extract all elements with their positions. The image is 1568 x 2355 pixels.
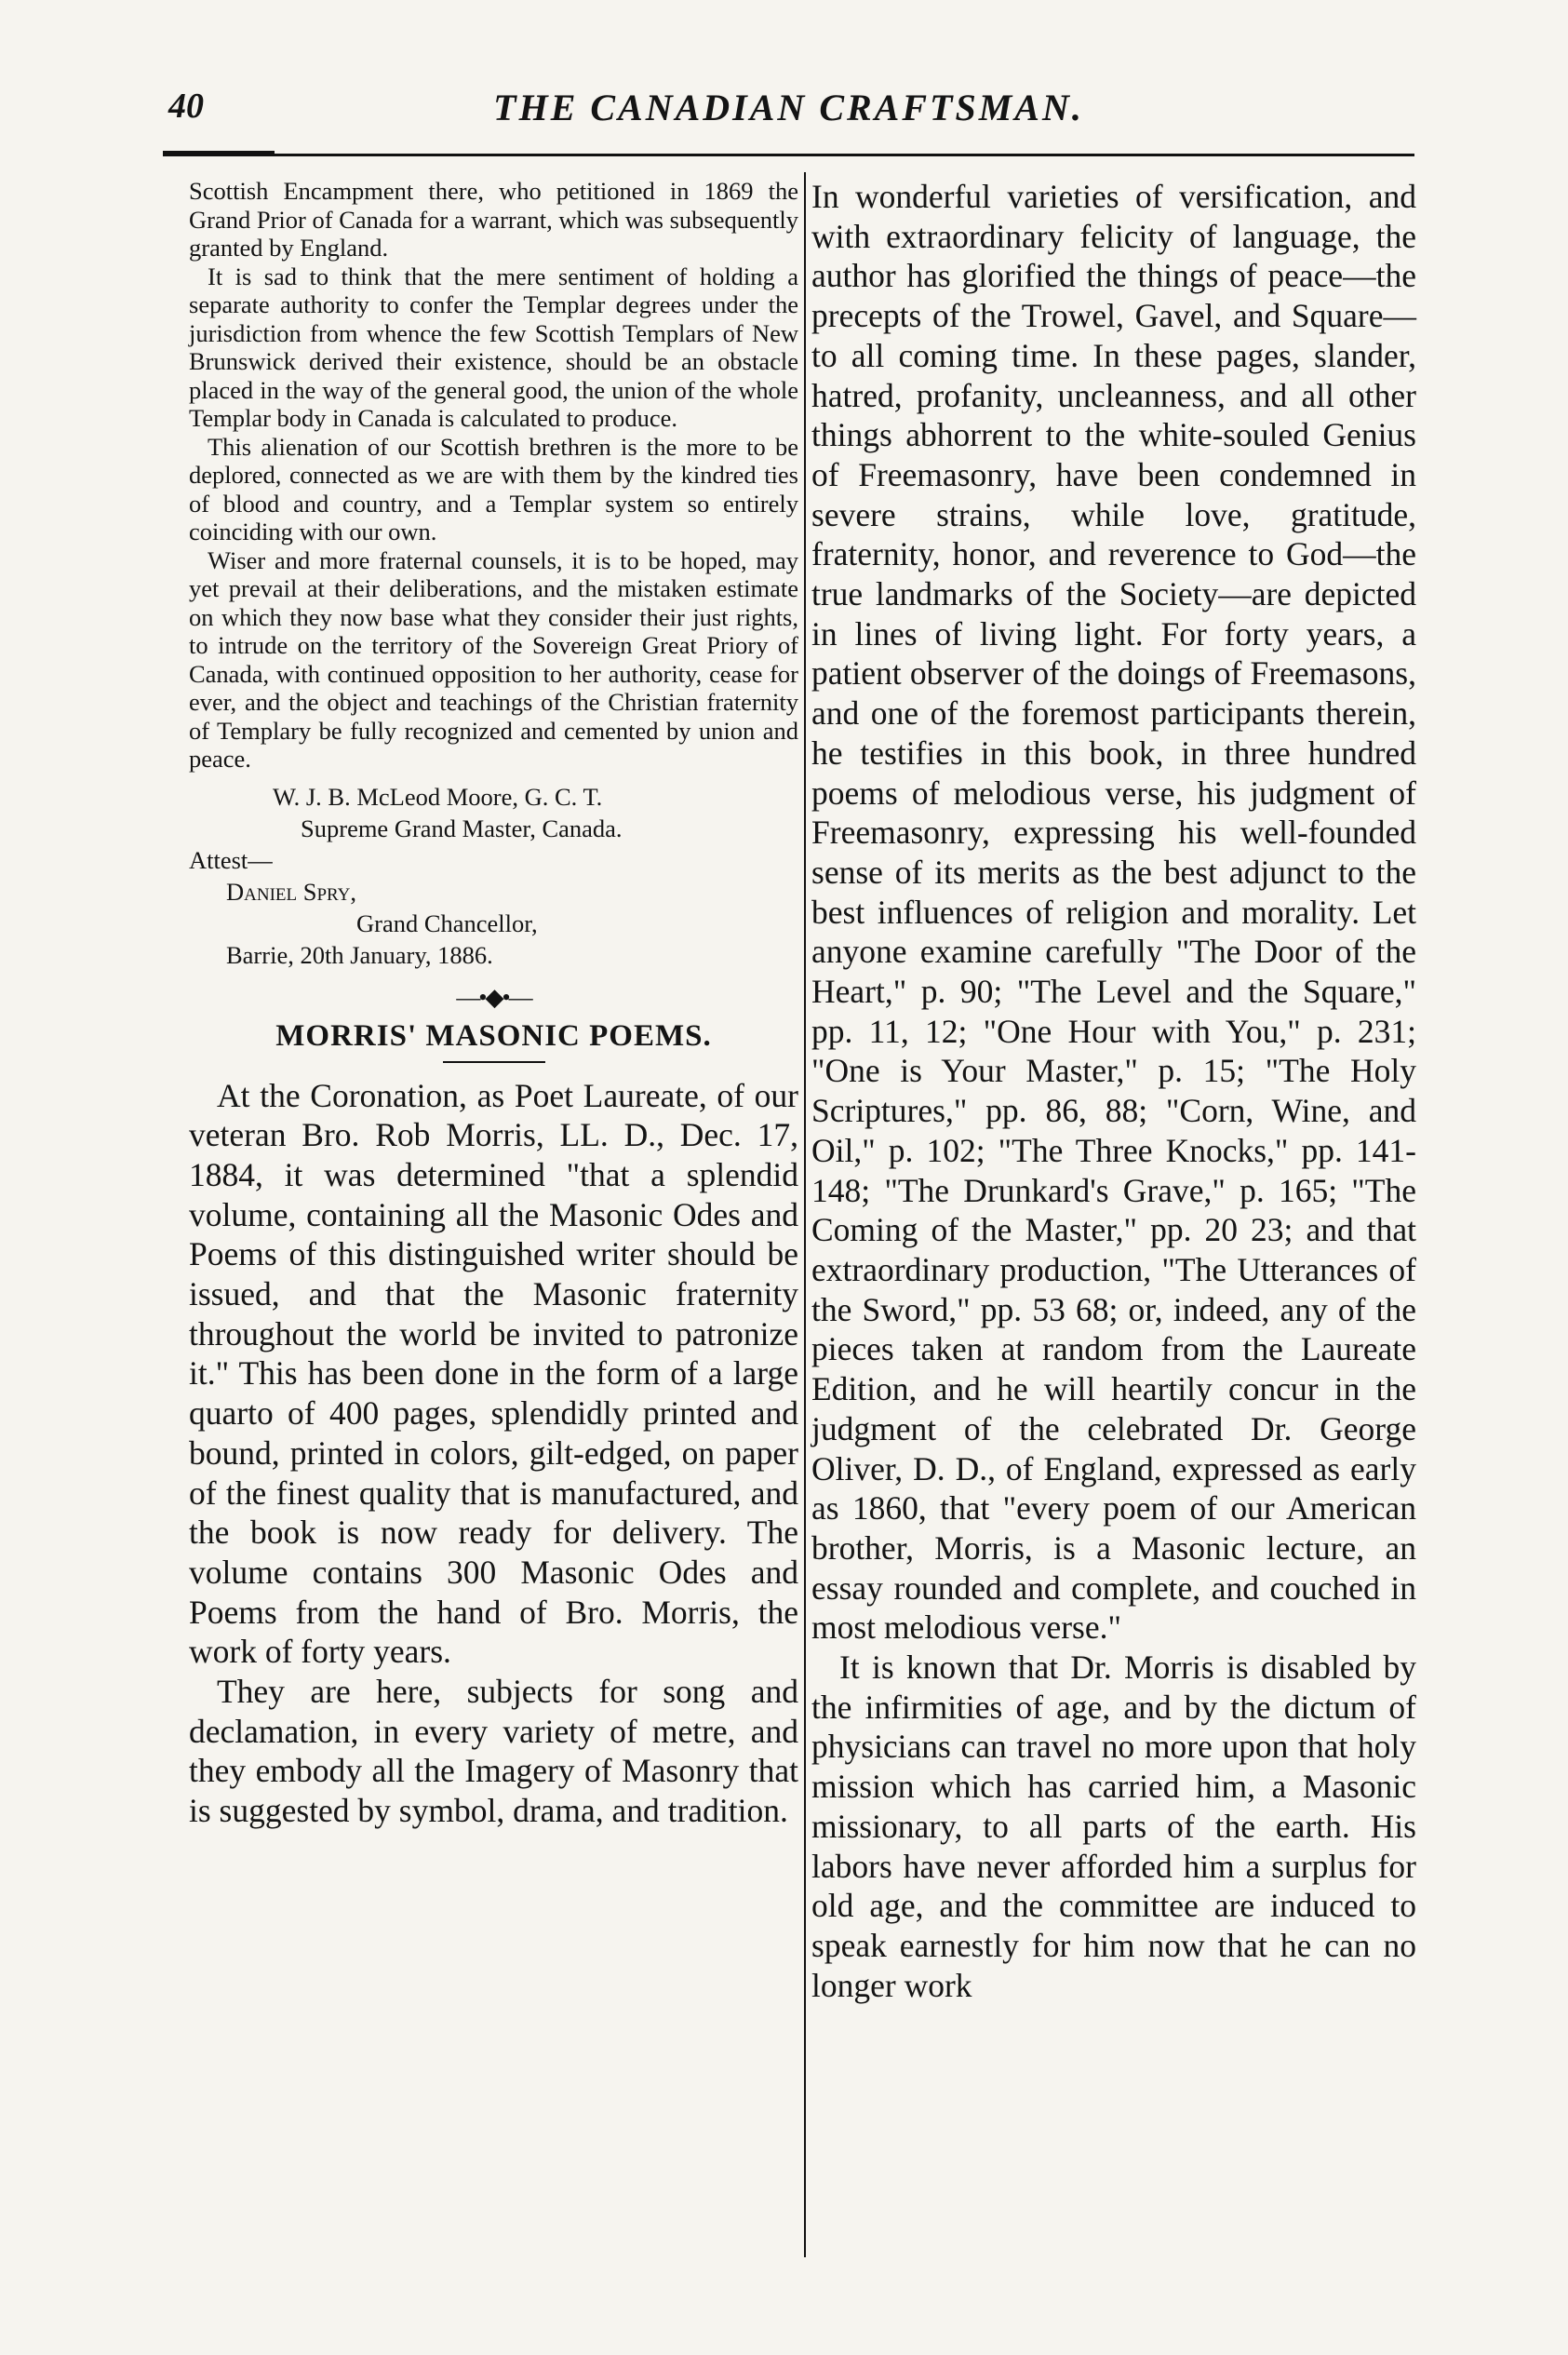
place-date: Barrie, 20th January, 1886. bbox=[226, 940, 493, 969]
column-divider bbox=[804, 172, 806, 2257]
left-column bbox=[189, 177, 798, 1831]
paragraph: In wonderful varieties of versification, and with extraordinary felicity of language, the author has glorified the things of peace—the precepts of the Trowel, Gavel, and Square—to all coming time. In these pages, slander, hatred, profanity, uncleanness, and all other things abhorrent to the white-souled Genius of Freemasonry, have been condemned in severe strains, while love, gratitude, fraternity, honor, and reverence to God—the true landmarks of the Society—are depicted in lines of living light. For forty years, a patient observer of the doings of Freemasons, and one of the foremost participants therein, he testifies in this book, in three hundred poems of melodious verse, his judgment of Freemasonry, expressing his well-founded sense of its merits as the best adjunct to the best influences of religion and morality. Let anyone examine carefully "The Door of the Heart," p. 90; "The Level and the Square," pp. 11, 12; "One Hour with You," p. 231; "One is Your Master," p. 15; "The Holy Scriptures," pp. 86, 88; "Corn, Wine, and Oil," p. 102; "The Three Knocks," pp. 141-148; "The Drunkard's Grave," p. 165; "The Coming of the Master," pp. 20 23; and that extraordinary production, "The Utterances of the Sword," pp. 53 68; or, indeed, any of the pieces taken at random from the Laureate Edition, and he will heartily concur in the judgment of the celebrated Dr. George Oliver, D. D., of England, expressed as early as 1860, that "every poem of our American brother, Morris, is a Masonic lecture, an essay rounded and complete, and couched in most melodious verse." bbox=[811, 178, 1416, 1647]
title-rule bbox=[443, 1061, 545, 1063]
signatory-name: W. J. B. McLeod Moore, G. C. T. bbox=[273, 782, 603, 811]
paragraph: They are here, subjects for song and declamation, in every variety of metre, and they embody all the Imagery of Masonry that is suggested by symbol, drama, and tradition. bbox=[189, 1673, 798, 1830]
templar-address bbox=[189, 177, 798, 774]
paragraph: Wiser and more fraternal counsels, it is to be hoped, may yet prevail at their deliberations, and the mistaken estimate on which they now base what they consider their just rights, to intrude on the territory of the Sovereign Great Priory of Canada, with continued opposition to her authority, cease for ever, and the object and teachings of the Christian fraternity of Templary be fully recognized and cemented by union and peace. bbox=[189, 545, 798, 773]
attest-label: Attest— bbox=[189, 845, 273, 874]
page-header bbox=[163, 80, 1414, 145]
attester-title: Grand Chancellor, bbox=[356, 908, 538, 937]
right-column bbox=[811, 177, 1416, 2005]
paragraph: Scottish Encampment there, who petitioned in 1869 the Grand Prior of Canada for a warrant, which was subsequently granted by England. bbox=[189, 177, 798, 262]
paragraph: It is sad to think that the mere sentiment of holding a separate authority to confer the Templar degrees under the jurisdiction from whence the few Scottish Templars of New Brunswick derived their existence, should be an obstacle placed in the way of the general good, the union of the whole Templar body in Canada is calculated to produce. bbox=[189, 262, 798, 432]
signature-block bbox=[189, 781, 798, 971]
signatory-title: Supreme Grand Master, Canada. bbox=[301, 814, 623, 842]
article-body-left bbox=[189, 1076, 798, 1831]
ornament-divider: —•◆•— bbox=[456, 983, 531, 1011]
header-rule bbox=[163, 154, 1414, 156]
running-head: THE CANADIAN CRAFTSMAN. bbox=[493, 87, 1084, 128]
article-title: MORRIS' MASONIC POEMS. bbox=[275, 1018, 712, 1053]
paragraph: This alienation of our Scottish brethren is the more to be deplored, connected as we are with them by the kindred ties of blood and country, and a Templar system so entirely coinciding with our own. bbox=[189, 432, 798, 545]
paragraph: At the Coronation, as Poet Laureate, of our veteran Bro. Rob Morris, LL. D., Dec. 17, 1884, it was determined "that a splendid volume, containing all the Masonic Odes and Poems of this distinguished writer should be issued, and that the Masonic fraternity throughout the world be invited to patronize it." This has been done in the form of a large quarto of 400 pages, splendidly printed and bound, printed in colors, gilt-edged, on paper of the finest quality that is manufactured, and the book is now ready for delivery. The volume contains 300 Masonic Odes and Poems from the hand of Bro. Morris, the work of forty years. bbox=[189, 1076, 798, 1671]
paragraph: It is known that Dr. Morris is disabled by the infirmities of age, and by the dictum of physicians can travel no more upon that holy mission which has carried him, a Masonic missionary, to all parts of the earth. His labors have never afforded him a surplus for old age, and the committee are induced to speak earnestly for him now that he can no longer work bbox=[811, 1648, 1416, 2004]
attester-name: Daniel Spry, bbox=[226, 877, 357, 906]
page-number: 40 bbox=[168, 87, 204, 126]
